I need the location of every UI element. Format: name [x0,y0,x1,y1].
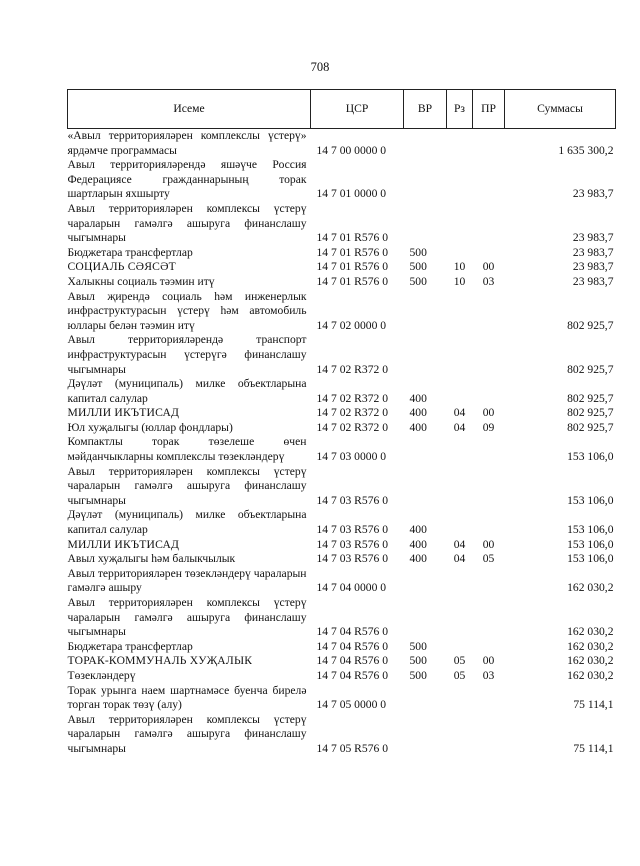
cell-vr: 500 [409,654,427,668]
cell-csr: 14 7 05 R576 0 [316,741,388,755]
cell-sum: 75 114,1 [573,698,614,712]
cell-name: Торак урынга наем шартнамәсе буенча бирелә торган торак төзү (алу) [67,683,307,712]
cell-rz [447,713,473,757]
cell-csr: 14 7 04 R576 0 [316,625,388,639]
header-name: Исеме [68,90,311,129]
cell-pr [473,596,505,640]
cell-rz: 10 [453,260,466,274]
cell-vr [404,290,447,334]
cell-csr: 14 7 02 R372 0 [316,391,388,405]
cell-name: СОЦИАЛЬ СӘЯСӘТ [67,260,176,274]
cell-sum: 162 030,2 [567,668,614,682]
table-row [68,684,616,713]
cell-csr: 14 7 03 0000 0 [316,450,387,464]
cell-pr [473,377,505,406]
cell-vr [404,333,447,377]
cell-vr: 500 [409,245,427,259]
table-row [68,377,616,406]
cell-vr: 500 [409,639,427,653]
cell-sum: 802 925,7 [567,362,614,376]
cell-name: Авыл территорияләрендә яшәүче Россия Федерациясе гражданнарының торак шартларын яхшырту [67,158,307,201]
cell-sum: 153 106,0 [567,552,614,566]
cell-csr: 14 7 02 R372 0 [316,362,388,376]
cell-name: Авыл территорияләрен комплексы үстерү чараларын гамәлгә ашыруга финанслашу чыгымнары [67,712,307,755]
cell-sum: 153 106,0 [567,523,614,537]
table-row [68,465,616,509]
table-row [68,596,616,640]
cell-name: Төзекләндерү [67,668,136,682]
cell-csr: 14 7 02 R372 0 [316,406,388,420]
cell-csr: 14 7 02 R372 0 [316,420,388,434]
cell-pr: 00 [482,260,495,274]
cell-sum: 23 983,7 [572,260,614,274]
cell-vr [404,158,447,202]
cell-rz [447,435,473,464]
cell-vr [404,202,447,246]
table-row [68,654,616,669]
table-row [68,246,616,261]
cell-name: ТОРАК-КОММУНАЛЬ ХУҖАЛЫК [67,654,253,668]
cell-rz: 04 [453,420,466,434]
cell-name: Дәүләт (муниципаль) милке объектларына капитал салулар [67,377,307,405]
cell-name: Авыл территорияләрен комплексы үстерү чараларын гамәлгә ашыруга финанслашу чыгымнары [67,201,307,245]
cell-sum: 162 030,2 [567,625,614,639]
cell-rz: 05 [453,668,466,682]
cell-sum: 75 114,1 [573,741,614,755]
cell-sum: 802 925,7 [567,406,614,420]
cell-sum: 153 106,0 [567,493,614,507]
table-row [68,552,616,567]
cell-csr: 14 7 00 0000 0 [316,143,387,157]
cell-sum: 162 030,2 [567,639,614,653]
header-pr: ПР [473,90,505,129]
cell-pr [473,567,505,596]
cell-name: Дәүләт (муниципаль) милке объектларына капитал салулар [67,508,307,537]
cell-name: Халыкны социаль тәэмин итү [67,274,215,288]
table-row [68,406,616,421]
cell-csr: 14 7 03 R576 0 [316,537,388,551]
cell-sum: 23 983,7 [572,187,614,201]
cell-pr [473,290,505,334]
cell-rz: 04 [453,537,466,551]
table-row [68,669,616,684]
cell-rz [447,465,473,509]
cell-sum: 23 983,7 [572,274,614,288]
cell-name: Компактлы торак төзелеше өчен мәйданчыкларны комплекслы төзекләндерү [67,435,307,464]
cell-sum: 153 106,0 [567,537,614,551]
cell-pr: 03 [482,274,495,288]
cell-rz [447,202,473,246]
cell-name: Бюджетара трансфертлар [67,245,193,259]
header-csr: ЦСР [311,90,404,129]
cell-csr: 14 7 01 R576 0 [316,245,388,259]
cell-pr [473,129,505,159]
cell-pr [473,684,505,713]
header-vr: ВР [404,90,447,129]
cell-csr: 14 7 04 0000 0 [316,581,387,595]
cell-sum: 802 925,7 [567,420,614,434]
cell-pr [473,508,505,537]
cell-vr: 400 [409,537,427,551]
cell-pr: 00 [482,537,495,551]
table-row [68,713,616,757]
table-row [68,158,616,202]
cell-name: МИЛЛИ ИКЪТИСАД [67,406,180,420]
cell-pr [473,435,505,464]
cell-name: Юл хуҗалыгы (юллар фондлары) [67,420,233,434]
cell-name: Авыл территорияләрен комплексы үстерү чараларын гамәлгә ашыруга финанслашу чыгымнары [67,464,307,507]
table-row [68,290,616,334]
table-row [68,567,616,596]
cell-pr [473,246,505,261]
cell-pr: 00 [482,406,495,420]
table-row [68,640,616,655]
cell-sum: 23 983,7 [572,231,614,245]
cell-csr: 14 7 02 0000 0 [316,318,387,332]
cell-vr [404,465,447,509]
cell-rz [447,246,473,261]
cell-rz [447,158,473,202]
cell-rz [447,508,473,537]
cell-vr [404,713,447,757]
cell-rz [447,596,473,640]
cell-name: Авыл җирендә социаль һәм инженерлык инфраструктурасын үстерү һәм автомобиль юллары белән тәэмин итү [67,289,307,332]
cell-vr: 500 [409,274,427,288]
cell-vr: 400 [409,420,427,434]
cell-vr: 500 [409,668,427,682]
cell-vr: 400 [409,552,427,566]
table-row [68,333,616,377]
table-row [68,202,616,246]
table-header-row [68,90,616,129]
cell-csr: 14 7 04 R576 0 [316,668,388,682]
cell-vr [404,567,447,596]
page-number: 708 [310,60,330,74]
cell-pr [473,640,505,655]
cell-pr [473,158,505,202]
cell-csr: 14 7 01 R576 0 [316,231,388,245]
cell-pr: 00 [482,654,495,668]
cell-vr: 400 [409,391,427,405]
budget-table [67,89,616,757]
header-rz: Рз [447,90,473,129]
cell-pr [473,713,505,757]
cell-sum: 153 106,0 [567,450,614,464]
table-row [68,275,616,290]
table-row [68,508,616,537]
cell-rz [447,377,473,406]
cell-vr: 500 [409,260,427,274]
cell-sum: 1 635 300,2 [558,143,614,157]
cell-pr: 05 [482,552,495,566]
cell-rz [447,567,473,596]
cell-csr: 14 7 03 R576 0 [316,552,388,566]
cell-rz [447,333,473,377]
cell-vr [404,435,447,464]
cell-sum: 162 030,2 [567,581,614,595]
cell-rz [447,640,473,655]
cell-rz: 04 [453,552,466,566]
cell-rz [447,129,473,159]
cell-csr: 14 7 01 R576 0 [316,260,388,274]
cell-vr: 400 [409,406,427,420]
cell-vr [404,684,447,713]
cell-name: Авыл территорияләрендә транспорт инфраструктурасын үстерүгә финанслашу чыгымнары [67,333,307,376]
table-row [68,421,616,436]
cell-rz: 04 [453,406,466,420]
cell-vr [404,596,447,640]
cell-csr: 14 7 03 R576 0 [316,523,388,537]
table-row [68,538,616,553]
cell-name: «Авыл территорияләрен комплекслы үстерү» ярдәмче программасы [67,129,307,157]
cell-sum: 802 925,7 [567,391,614,405]
cell-sum: 23 983,7 [572,245,614,259]
cell-pr [473,333,505,377]
cell-sum: 802 925,7 [567,318,614,332]
cell-name: Авыл хуҗалыгы һәм балыкчылык [67,552,236,566]
cell-vr: 400 [409,523,427,537]
cell-name: Авыл территорияләрен төзекләндерү чараларын гамәлгә ашыру [67,566,307,595]
header-sum: Суммасы [505,90,616,129]
cell-name: Бюджетара трансфертлар [67,639,193,653]
cell-csr: 14 7 01 0000 0 [316,187,387,201]
table-row [68,435,616,464]
cell-pr [473,202,505,246]
cell-pr [473,465,505,509]
cell-sum: 162 030,2 [567,654,614,668]
cell-name: Авыл территорияләрен комплексы үстерү чараларын гамәлгә ашыруга финанслашу чыгымнары [67,596,307,639]
cell-rz: 05 [453,654,466,668]
cell-csr: 14 7 05 0000 0 [316,698,387,712]
cell-pr: 03 [482,668,495,682]
table-row [68,260,616,275]
cell-pr: 09 [482,420,495,434]
cell-rz: 10 [453,274,466,288]
cell-vr [404,129,447,159]
cell-csr: 14 7 04 R576 0 [316,654,388,668]
cell-rz [447,684,473,713]
cell-rz [447,290,473,334]
cell-csr: 14 7 04 R576 0 [316,639,388,653]
cell-csr: 14 7 03 R576 0 [316,493,388,507]
cell-name: МИЛЛИ ИКЪТИСАД [67,537,180,551]
cell-csr: 14 7 01 R576 0 [316,274,388,288]
table-row [68,129,616,159]
